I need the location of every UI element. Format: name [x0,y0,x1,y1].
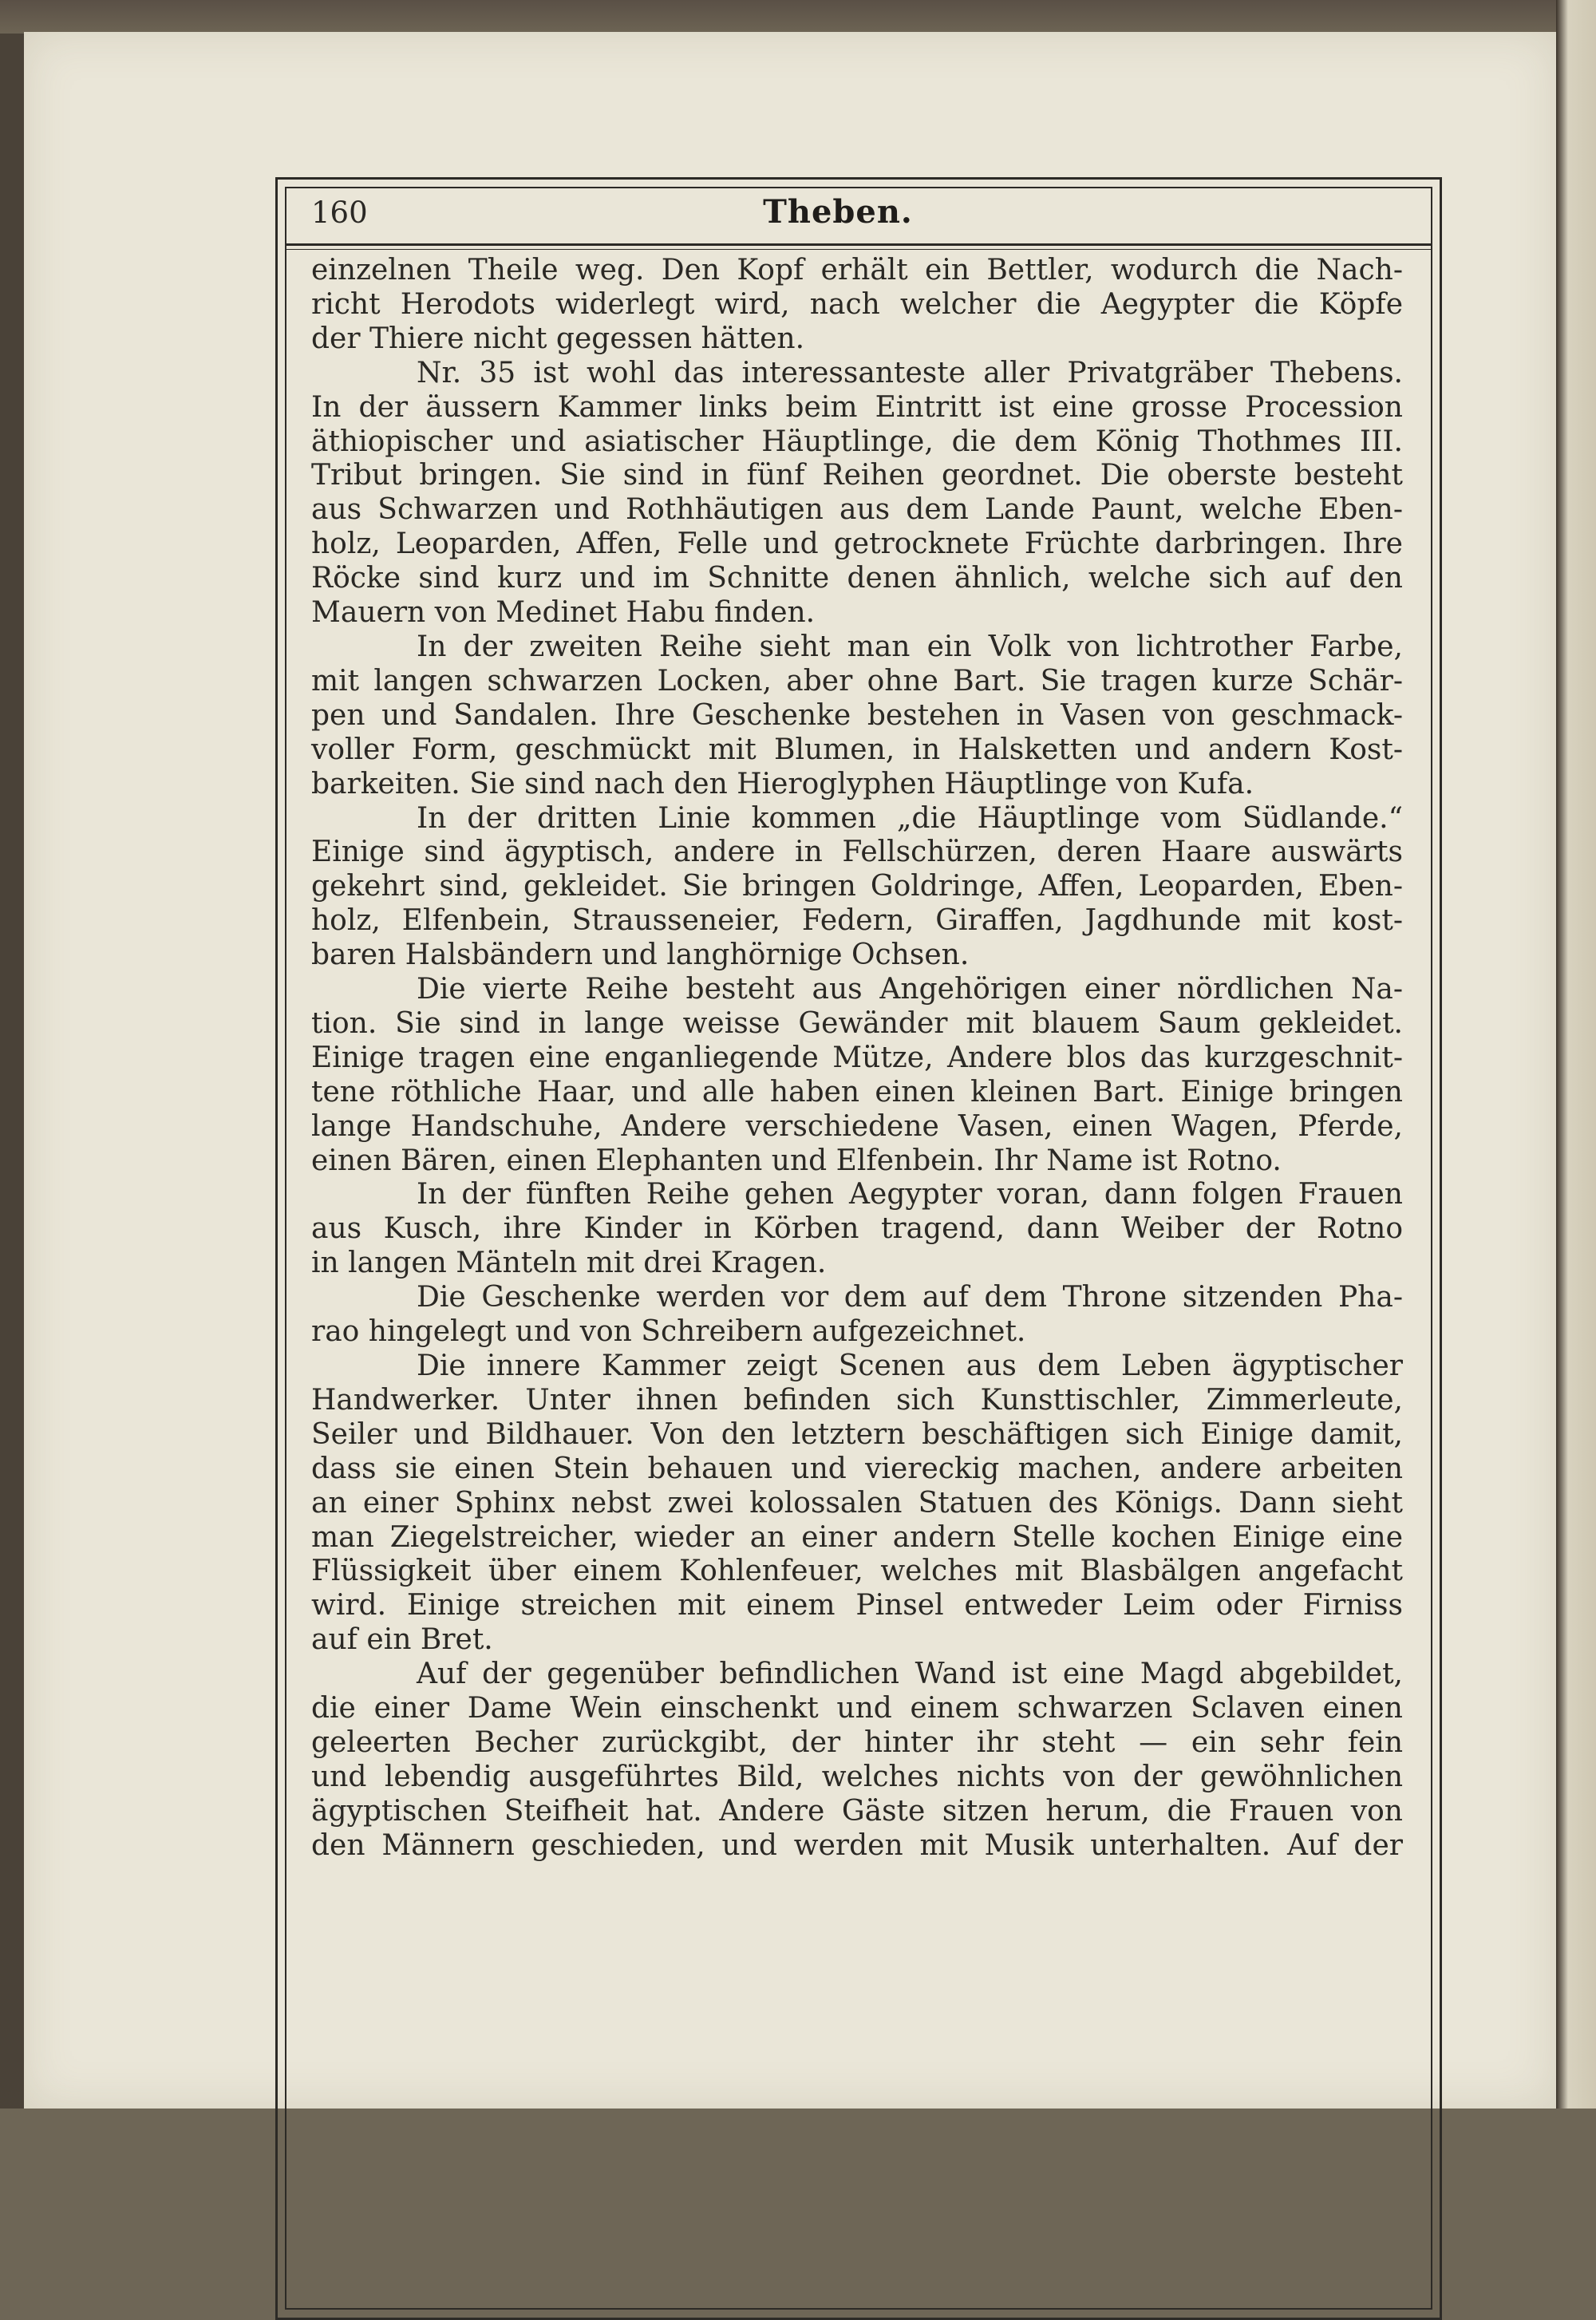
text-line: baren Halsbändern und langhörnige Ochsen. [311,939,970,972]
text-line: pen und Sandalen. Ihre Geschenke bestehen in Vasen von geschmack- [311,698,1403,732]
text-line: Seiler und Bildhauer. Von den letztern beschäftigen sich Einige damit, [311,1417,1403,1451]
adjacent-page-edge [1556,0,1596,2109]
text-line: an einer Sphinx nebst zwei kolossalen Statuen des Königs. Dann sieht [311,1486,1403,1520]
text-line: Auf der gegenüber befindlichen Wand ist eine Magd abgebildet, [417,1658,1403,1691]
text-line: einen Bären, einen Elephanten und Elfenbein. Ihr Name ist Rotno. [311,1144,1282,1177]
header-rule-thin [285,249,1432,250]
text-line: voller Form, geschmückt mit Blumen, in Halsketten und andern Kost- [311,733,1403,766]
text-line: einzelnen Theile weg. Den Kopf erhält ein Bettler, wodurch die Nach- [311,254,1403,287]
text-line: tion. Sie sind in lange weisse Gewänder mit blauem Saum gekleidet. [311,1006,1403,1040]
text-line: äthiopischer und asiatischer Häuptlinge, die dem König Thothmes III. [311,425,1403,458]
text-line: die einer Dame Wein einschenkt und einem schwarzen Sclaven einen [311,1692,1403,1725]
text-line: aus Schwarzen und Rothhäutigen aus dem Lande Paunt, welche Eben- [311,493,1403,527]
header-rule [285,243,1432,246]
text-line: In der dritten Linie kommen „die Häuptlinge vom Südlande.“ [417,801,1403,835]
text-line: barkeiten. Sie sind nach den Hieroglyphen Häuptlinge von Kufa. [311,767,1254,800]
text-line: den Männern geschieden, und werden mit Musik unterhalten. Auf der [311,1828,1403,1862]
text-line: in langen Mänteln mit drei Kragen. [311,1247,827,1280]
text-line: richt Herodots widerlegt wird, nach welcher die Aegypter die Köpfe [311,287,1403,321]
text-line: Einige tragen eine enganliegende Mütze, Andere blos das kurzgeschnit- [311,1041,1403,1074]
text-line: mit langen schwarzen Locken, aber ohne Bart. Sie tragen kurze Schär- [311,664,1403,698]
text-line: Tribut bringen. Sie sind in fünf Reihen geordnet. Die oberste besteht [311,459,1403,492]
text-line: In der zweiten Reihe sieht man ein Volk von lichtrother Farbe, [417,630,1403,663]
text-line: Nr. 35 ist wohl das interessanteste aller Privatgräber Thebens. [417,356,1403,389]
text-line: Handwerker. Unter ihnen befinden sich Kunsttischler, Zimmerleute, [311,1383,1403,1417]
text-line: Die Geschenke werden vor dem auf dem Throne sitzenden Pha- [417,1281,1403,1314]
text-line: Röcke sind kurz und im Schnitte denen ähnlich, welche sich auf den [311,562,1403,595]
text-line: In der äussern Kammer links beim Eintritt ist eine grosse Procession [311,390,1403,424]
text-line: Einige sind ägyptisch, andere in Fellschürzen, deren Haare auswärts [311,836,1403,869]
text-line: lange Handschuhe, Andere verschiedene Vasen, einen Wagen, Pferde, [311,1109,1403,1143]
text-line: wird. Einige streichen mit einem Pinsel entweder Leim oder Firniss [311,1589,1403,1622]
text-line: aus Kusch, ihre Kinder in Körben tragend, dann Weiber der Rotno [311,1212,1403,1246]
text-line: auf ein Bret. [311,1623,493,1657]
text-line: holz, Leoparden, Affen, Felle und getrocknete Früchte darbringen. Ihre [311,528,1403,561]
running-head: Theben. [763,193,913,231]
text-line: Mauern von Medinet Habu finden. [311,596,816,630]
text-line: tene röthliche Haar, und alle haben einen kleinen Bart. Einige bringen [311,1075,1403,1109]
text-line: In der fünften Reihe gehen Aegypter voran, dann folgen Frauen [417,1178,1403,1211]
text-line: dass sie einen Stein behauen und viereckig machen, andere arbeiten [311,1452,1403,1485]
text-line: rao hingelegt und von Schreibern aufgezeichnet. [311,1315,1026,1349]
text-line: der Thiere nicht gegessen hätten. [311,322,805,355]
text-line: und lebendig ausgeführtes Bild, welches nichts von der gewöhnlichen [311,1760,1403,1793]
page-number: 160 [311,196,368,230]
text-line: Die innere Kammer zeigt Scenen aus dem Leben ägyptischer [417,1350,1403,1382]
text-line: ägyptischen Steifheit hat. Andere Gäste sitzen herum, die Frauen von [311,1794,1403,1828]
text-line: Die vierte Reihe besteht aus Angehörigen einer nördlichen Na- [417,973,1403,1006]
text-line: Flüssigkeit über einem Kohlenfeuer, welches mit Blasbälgen angefacht [311,1555,1403,1588]
text-line: man Ziegelstreicher, wieder an einer andern Stelle kochen Einige eine [311,1520,1403,1554]
text-line: holz, Elfenbein, Strausseneier, Federn, Giraffen, Jagdhunde mit kost- [311,904,1403,938]
body-text [311,254,1403,1864]
text-line: gekehrt sind, gekleidet. Sie bringen Goldringe, Affen, Leoparden, Eben- [311,870,1403,903]
book-edge-top [0,0,1596,34]
text-line: geleerten Becher zurückgibt, der hinter ihr steht — ein sehr fein [311,1725,1403,1759]
